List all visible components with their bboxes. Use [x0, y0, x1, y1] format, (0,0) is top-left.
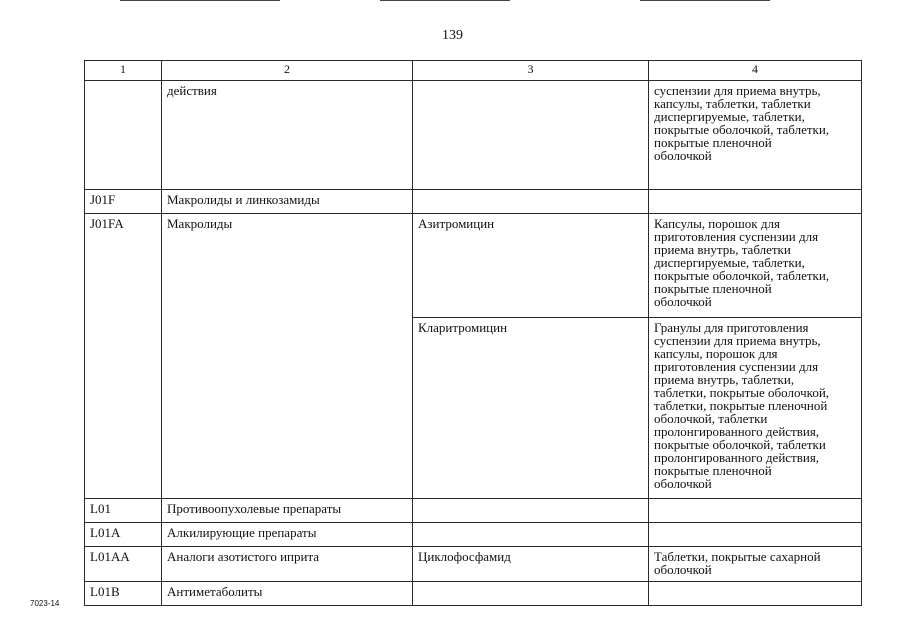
drug-name-cell: Азитромицин	[413, 214, 649, 318]
group-name-cell: Алкилирующие препараты	[162, 523, 413, 547]
group-name-cell: Противоопухолевые препараты	[162, 499, 413, 523]
medication-table	[84, 60, 862, 606]
atc-code-cell: L01	[85, 499, 162, 523]
table-row	[85, 582, 862, 606]
table-row	[85, 81, 862, 190]
dosage-forms-cell	[649, 499, 862, 523]
dosage-forms-cell	[649, 582, 862, 606]
table-row	[85, 190, 862, 214]
atc-code-cell: L01AA	[85, 547, 162, 582]
table-header-row	[85, 61, 862, 81]
scan-edge-line	[120, 0, 280, 1]
atc-code-cell: L01A	[85, 523, 162, 547]
column-header-2: 2	[162, 61, 413, 81]
group-name-cell: Макролиды	[162, 214, 413, 499]
document-code: 7023-14	[30, 599, 60, 608]
table-row	[85, 499, 862, 523]
scan-edge-line	[380, 0, 510, 1]
dosage-forms-cell: Капсулы, порошок для приготовления суспензии для приема внутрь, таблетки диспергируемые, таблетки, покрытые оболочкой, таблетки, покрытые пленочной оболочкой	[649, 214, 862, 318]
atc-code-cell: J01FA	[85, 214, 162, 499]
dosage-forms-cell: Таблетки, покрытые сахарной оболочкой	[649, 547, 862, 582]
group-name-cell: действия	[162, 81, 413, 190]
scan-edge-line	[640, 0, 770, 1]
drug-name-cell	[413, 523, 649, 547]
atc-code-cell: J01F	[85, 190, 162, 214]
column-header-3: 3	[413, 61, 649, 81]
atc-code-cell: L01B	[85, 582, 162, 606]
group-name-cell: Аналоги азотистого иприта	[162, 547, 413, 582]
table-row	[85, 523, 862, 547]
drug-name-cell	[413, 81, 649, 190]
group-name-cell: Антиметаболиты	[162, 582, 413, 606]
drug-name-cell	[413, 582, 649, 606]
drug-name-cell	[413, 190, 649, 214]
dosage-forms-cell: суспензии для приема внутрь, капсулы, таблетки, таблетки диспергируемые, таблетки, покрытые оболочкой, таблетки, покрытые пленочной оболочкой	[649, 81, 862, 190]
drug-name-cell: Циклофосфамид	[413, 547, 649, 582]
dosage-forms-cell: Гранулы для приготовления суспензии для приема внутрь, капсулы, порошок для приготовления суспензии для приема внутрь, таблетки, таблетки, покрытые оболочкой, таблетки, покрытые пленочной оболочкой, таблетки пролонгированного действия, покрытые оболочкой, таблетки пролонгированного действия, покрытые пленочной оболочкой	[649, 318, 862, 499]
column-header-1: 1	[85, 61, 162, 81]
drug-name-cell	[413, 499, 649, 523]
table-row	[85, 547, 862, 582]
column-header-4: 4	[649, 61, 862, 81]
atc-code-cell	[85, 81, 162, 190]
dosage-forms-cell	[649, 523, 862, 547]
drug-name-cell: Кларитромицин	[413, 318, 649, 499]
group-name-cell: Макролиды и линкозамиды	[162, 190, 413, 214]
table-row	[85, 214, 862, 318]
page-number: 139	[442, 28, 463, 43]
dosage-forms-cell	[649, 190, 862, 214]
